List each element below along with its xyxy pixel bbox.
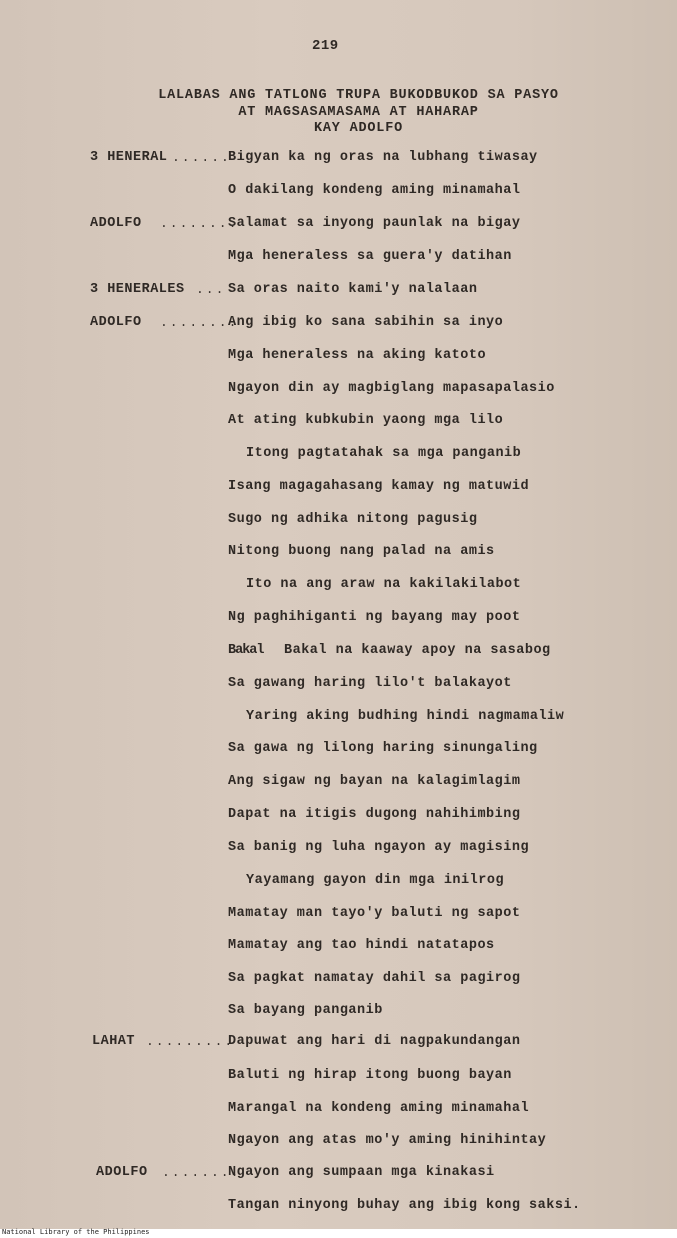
- verse-line: Dapuwat ang hari di nagpakundangan: [228, 1034, 521, 1049]
- verse-line: Bigyan ka ng oras na lubhang tiwasay: [228, 150, 538, 165]
- dot-leader: ........: [160, 315, 239, 330]
- dot-leader: ........: [160, 216, 239, 231]
- stage-direction-line-3: KAY ADOLFO: [313, 121, 403, 136]
- verse-line: Dapat na itigis dugong nahihimbing: [228, 807, 521, 822]
- dot-leader: .........: [146, 1034, 235, 1049]
- dot-leader: ........: [162, 1165, 241, 1180]
- verse-line: Ang ibig ko sana sabihin sa inyo: [228, 315, 504, 330]
- speaker-label: ADOLFO: [90, 315, 142, 330]
- verse-line: Yaring aking budhing hindi nagmamaliw: [246, 709, 565, 724]
- verse-line: Isang magagahasang kamay ng matuwid: [228, 479, 530, 494]
- verse-line: Salamat sa inyong paunlak na bigay: [228, 216, 521, 231]
- verse-line: O dakilang kondeng aming minamahal: [228, 183, 521, 198]
- speaker-label: ADOLFO: [96, 1165, 148, 1180]
- verse-line: Tangan ninyong buhay ang ibig kong saksi.: [228, 1198, 581, 1213]
- footer: [0, 1229, 677, 1238]
- dot-leader: ......: [172, 150, 231, 165]
- dot-leader: ...: [196, 282, 226, 297]
- verse-line: Mga heneraless na aking katoto: [228, 348, 487, 363]
- speaker-label: 3 HENERALES: [90, 282, 185, 297]
- speaker-label: LAHAT: [92, 1034, 136, 1049]
- verse-line: Mamatay ang tao hindi natatapos: [228, 938, 495, 953]
- verse-line: Mga heneraless sa guera'y datihan: [228, 249, 512, 264]
- verse-line: Sa banig ng luha ngayon ay magising: [228, 840, 530, 855]
- verse-line: Ito na ang araw na kakilakilabot: [246, 577, 522, 592]
- verse-line: Ngayon ang atas mo'y aming hinihintay: [228, 1133, 547, 1148]
- verse-line: Ang sigaw ng bayan na kalagimlagim: [228, 774, 521, 789]
- verse-line: Baluti ng hirap itong buong bayan: [228, 1068, 512, 1083]
- stage-direction-line-2: AT MAGSASAMASAMA AT HAHARAP: [238, 105, 479, 120]
- speaker-label: ADOLFO: [90, 216, 142, 231]
- verse-line: Ngayon din ay magbiglang mapasapalasio: [228, 381, 555, 396]
- verse-line: Ng paghihiganti ng bayang may poot: [228, 610, 521, 625]
- verse-line: Mamatay man tayo'y baluti ng sapot: [228, 906, 521, 921]
- verse-line: Marangal na kondeng aming minamahal: [228, 1101, 530, 1116]
- verse-line: Sa pagkat namatay dahil sa pagirog: [228, 971, 521, 986]
- footer-credit: National Library of the Philippines: [2, 1228, 150, 1236]
- verse-line: Ngayon ang sumpaan mga kinakasi: [228, 1165, 495, 1180]
- verse-line: Bakal na kaaway apoy na sasabog: [284, 643, 551, 658]
- verse-line: Sa gawang haring lilo't balakayot: [228, 676, 512, 691]
- verse-line: Yayamang gayon din mga inilrog: [246, 873, 505, 888]
- verse-line: Sa oras naito kami'y nalalaan: [228, 282, 478, 297]
- speaker-label: 3 HENERAL: [90, 150, 168, 165]
- verse-line: Nitong buong nang palad na amis: [228, 544, 495, 559]
- stage-direction-line-1: LALABAS ANG TATLONG TRUPA BUKODBUKOD SA PASYO: [158, 88, 559, 103]
- verse-line: Sa bayang panganib: [228, 1003, 383, 1018]
- verse-line: At ating kubkubin yaong mga lilo: [228, 413, 504, 428]
- verse-line: Sa gawa ng lilong haring sinungaling: [228, 741, 538, 756]
- verse-line: Itong pagtatahak sa mga panganib: [246, 446, 522, 461]
- struck-text: Bakal: [228, 643, 264, 658]
- page-number: 219: [312, 38, 339, 54]
- verse-line: Sugo ng adhika nitong pagusig: [228, 512, 478, 527]
